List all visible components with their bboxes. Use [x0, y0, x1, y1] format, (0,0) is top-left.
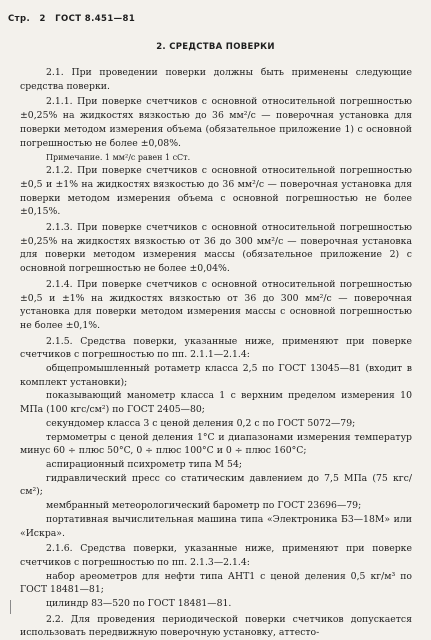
list-item: цилиндр 83—520 по ГОСТ 18481—81.	[46, 598, 232, 610]
list-item: аспирационный психрометр типа М 54;	[46, 458, 242, 470]
list-item: показывающий манометр класса 1 с верхним пределом измерения 10 МПа (100 кгс/см²) по ГОСТ 2405—80;	[20, 390, 412, 416]
list-item: портативная вычислительная машина типа «Электроника Б3—18М» или «Искра».	[20, 513, 412, 539]
paragraph-2-1-5: 2.1.5. Средства поверки, указанные ниже, применяют при поверке счетчиков с погрешностью по пп. 2.1.1—2.1.4:	[20, 335, 412, 361]
document-body	[20, 66, 412, 640]
paragraph-2-1-4: 2.1.4. При поверке счетчиков с основной относительной погрешностью ±0,5 и ±1% на жидкостях вязкостью от 36 до 300 мм²/с — поверочная установка для поверки методом измерения массы с основной погрешностью не более ±0,1%.	[20, 278, 412, 331]
page-label: Стр.	[8, 14, 31, 24]
paragraph-2-1: 2.1. При проведении поверки должны быть применены следующие средства поверки.	[20, 67, 412, 92]
list-item: термометры с ценой деления 1°C и диапазонами измерения температур минус 60 ÷ плюс 50°C, 0 ÷ плюс 100°C и 0 ÷ плюс 160°C;	[20, 431, 412, 457]
paragraph-2-1-2: 2.1.2. При поверке счетчиков с основной относительной погрешностью ±0,5 и ±1% на жидкостях вязкостью до 36 мм²/с — поверочная установка для поверки методом измерения объема с основной погрешностью не более ±0,15%.	[20, 165, 412, 218]
margin-mark	[10, 600, 11, 614]
section-title: 2. СРЕДСТВА ПОВЕРКИ	[156, 42, 275, 52]
list-item: гидравлический пресс со статическим давлением до 7,5 МПа (75 кгс/см²);	[20, 472, 412, 498]
note: Примечание. 1 мм²/с равен 1 сСт.	[46, 153, 191, 163]
list-item: общепромышленный ротаметр класса 2,5 по ГОСТ 13045—81 (входит в комплект установки);	[20, 363, 412, 388]
page-header	[8, 14, 141, 24]
standard-code: ГОСТ 8.451—81	[55, 14, 136, 24]
list-item: секундомер класса 3 с ценой деления 0,2 с по ГОСТ 5072—79;	[46, 417, 356, 429]
list-item: мембранный метеорологический барометр по ГОСТ 23696—79;	[46, 500, 362, 512]
page-number: 2	[39, 14, 46, 24]
paragraph-2-1-6: 2.1.6. Средства поверки, указанные ниже, применяют при поверке счетчиков с погрешностью по пп. 2.1.3—2.1.4:	[20, 543, 412, 568]
paragraph-2-1-1: 2.1.1. При поверке счетчиков с основной относительной погрешностью ±0,25% на жидкостях вязкостью до 36 мм²/с — поверочная установка для поверки методом измерения объема (обязательное приложение 1) с основной погрешностью не более ±0,08%.	[20, 96, 412, 149]
paragraph-2-2: 2.2. Для проведения периодической поверки счетчиков допускается использовать передвижную поверочную установку, аттесто-	[20, 613, 412, 639]
list-item: набор ареометров для нефти типа АНТ1 с ценой деления 0,5 кг/м³ по ГОСТ 18481—81;	[20, 570, 412, 596]
paragraph-2-1-3: 2.1.3. При поверке счетчиков с основной относительной погрешностью ±0,25% на жидкостях вязкостью от 36 до 300 мм²/с — поверочная установка для поверки методом измерения массы (обязательное приложение 2) с основной погрешностью не более ±0,04%.	[20, 222, 412, 275]
